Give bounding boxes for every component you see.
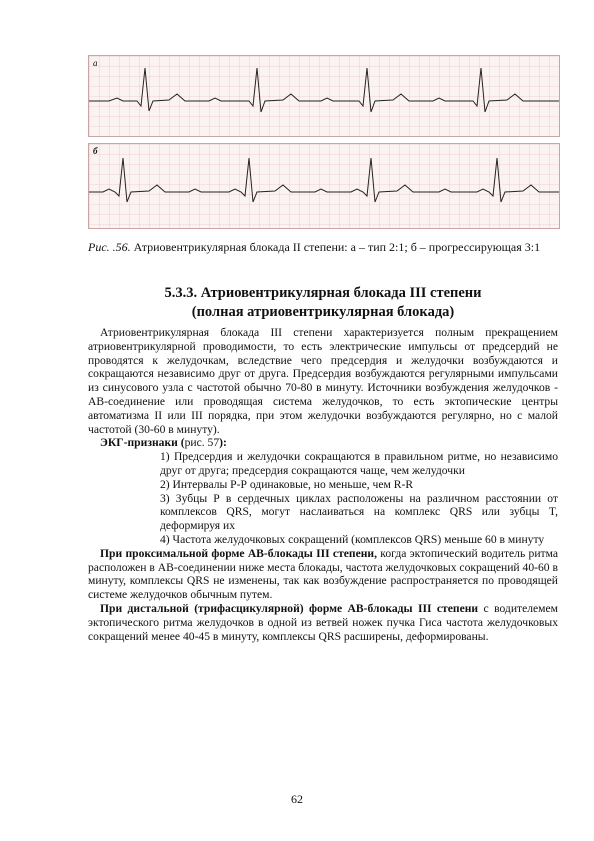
caption-prefix: Рис. .56. [88, 240, 131, 254]
ecg-strip-b [88, 143, 560, 229]
proximal-bold: При проксимальной форме АВ-блокады III степени, [100, 546, 378, 560]
list-item: 3) Зубцы Р в сердечных циклах расположены на различном расстоянии от комплексов QRS, могут наслаиваться на комплекс QRS или зубцы T, деформируя их [160, 491, 558, 533]
figure-caption [88, 240, 558, 254]
section-title [88, 284, 558, 322]
distal-text: с водителемем эктопического ритма желудочков в одной из ветвей ножек пучка Гиса частота желудочковых сокращений менее 40-45 в минуту, комплексы QRS расширены, деформированы. [88, 601, 558, 643]
ecg-signs-heading [88, 436, 558, 450]
paragraph-proximal [88, 547, 558, 602]
ecg-signs-close: ): [219, 436, 227, 450]
paragraph-distal [88, 602, 558, 643]
list-item: 2) Интервалы Р-Р одинаковые, но меньше, чем R-R [160, 477, 414, 491]
panel-b-label: б [93, 146, 98, 156]
page-number: 62 [291, 792, 303, 806]
ecg-trace-a [89, 56, 559, 136]
distal-bold: При дистальной (трифасцикулярной) форме АВ-блокады III степени [100, 601, 479, 615]
panel-a-label: а [93, 58, 98, 68]
section-title-line2: (полная атриовентрикулярная блокада) [191, 304, 455, 320]
ecg-signs-bold: ЭКГ-признаки ( [100, 436, 185, 450]
list-item: 4) Частота желудочковых сокращений (комплексов QRS) меньше 60 в минуту [160, 532, 545, 546]
paragraph-intro: Атриовентрикулярная блокада III степени характеризуется полным прекращением атриовентрикулярной проводимости, то есть электрические импульсы от предсердий не проводятся к желудочкам, вследствие чего предсердия и желудочки возбуждаются и сокращаются независимо друг от друга. Предсердия возбуждаются регулярными импульсами из синусового узла с частотой обычно 70-80 в минуту. Источники возбуждения желудочков - АВ-соединение или проводящая система желудочков, то есть эктопические центры автоматизма II или III порядка, при этом желудочки возбуждаются регулярно, но с малой частотой (30-60 в минуту). [88, 326, 558, 436]
body-text [88, 326, 558, 643]
ecg-figure [88, 55, 558, 231]
section-title-line1: 5.3.3. Атриовентрикулярная блокада III степени [164, 285, 482, 301]
ecg-signs-ref: рис. 57 [184, 436, 220, 450]
caption-text: Атриовентрикулярная блокада II степени: а – тип 2:1; б – прогрессирующая 3:1 [130, 240, 541, 254]
list-item: 1) Предсердия и желудочки сокращаются в правильном ритме, но независимо друг от друга; предсердия сокращаются чаще, чем желудочки [160, 450, 558, 477]
proximal-text: когда эктопический водитель ритма расположен в АВ-соединении ниже места блокады, частота желудочковых сокращений 40-60 в минуту, комплексы QRS не изменены, так как возбуждение распространяется по проводящей системе желудочков обычным путем. [88, 546, 559, 602]
ecg-strip-a [88, 55, 560, 137]
ecg-trace-b [89, 144, 559, 228]
